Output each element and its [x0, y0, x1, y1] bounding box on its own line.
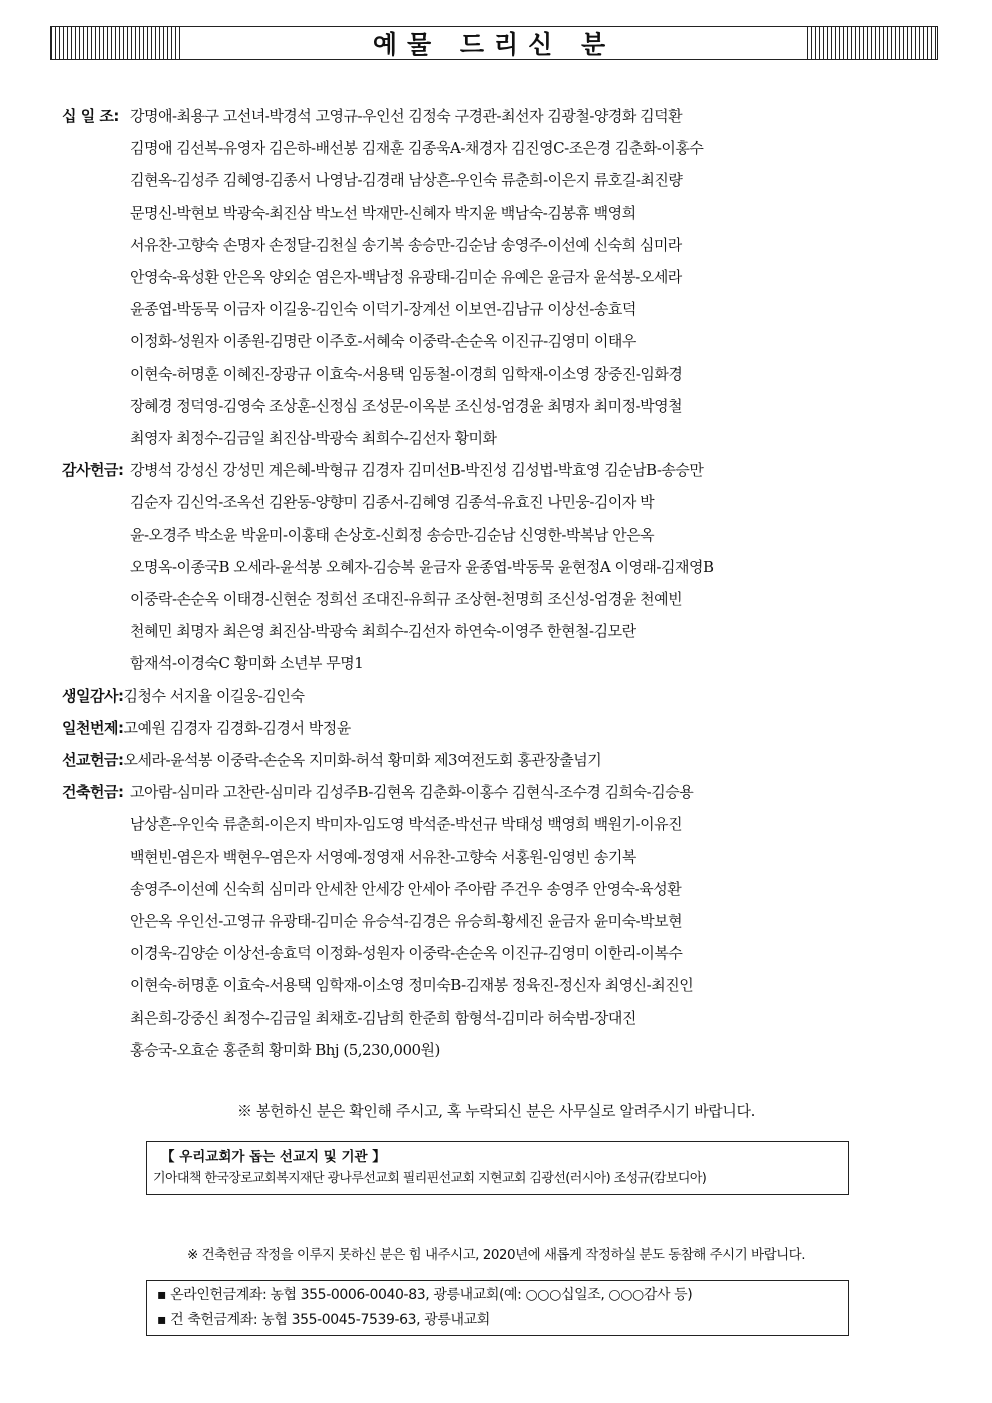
offering-group-label: 생일감사:: [62, 686, 124, 705]
names-line: 최영자 최정수-김금일 최진삼-박광숙 최희수-김선자 황미화: [130, 429, 497, 448]
offering-group-label: 감사헌금:: [62, 461, 124, 480]
offering-group-names: [123, 712, 942, 744]
page-title: 예물 드리신 분: [181, 27, 807, 59]
mission-support-box: [146, 1141, 849, 1195]
names-line: 서유찬-고향숙 손명자 손정달-김천실 송기복 송승만-김순남 송영주-이선예 신숙희 심미라: [130, 235, 682, 254]
offering-group-label: 선교헌금:: [62, 751, 124, 770]
building-account-line: ▪ 건 축헌금계좌: 농협 355-0045-7539-63, 광릉내교회: [157, 1312, 490, 1328]
mission-box-text: 기아대책 한국장로교회복지재단 광나루선교회 필리핀선교회 지현교회 김광선(러시아) 조성규(캄보디아): [153, 1171, 707, 1186]
title-stripes-left: [51, 27, 181, 59]
offering-group-names: [130, 454, 942, 679]
names-line: 최은희-강중신 최정수-김금일 최채호-김남희 한준희 함형석-김미라 허숙범-장대진: [130, 1008, 636, 1027]
offering-group: [62, 744, 942, 776]
names-line: 남상흔-우인숙 류춘희-이은지 박미자-임도영 박석준-박선규 박태성 백영희 백원기-이유진: [130, 815, 683, 834]
title-stripes-right: [807, 27, 937, 59]
confirmation-notice: ※ 봉헌하신 분은 확인해 주시고, 혹 누락되신 분은 사무실로 알려주시기 바랍니다.: [237, 1102, 755, 1120]
names-line: 강명애-최용구 고선녀-박경석 고영규-우인선 김정숙 구경관-최선자 김광철-양경화 김덕환: [130, 107, 683, 125]
offering-group-label: 건축헌금:: [62, 783, 124, 802]
names-line: 안은옥 우인선-고영규 유광태-김미순 유승석-김경은 유승희-황세진 윤금자 윤미숙-박보현: [130, 912, 683, 931]
names-line: 송영주-이선예 신숙희 심미라 안세찬 안세강 안세아 주아람 주건우 송영주 안영숙-육성환: [130, 879, 682, 898]
names-line: 함재석-이경숙C 황미화 소년부 무명1: [130, 654, 364, 673]
offering-group: [62, 680, 942, 712]
names-line: 이정화-성원자 이종원-김명란 이주호-서혜숙 이중락-손순옥 이진규-김영미 이태우: [130, 332, 636, 351]
names-line: 백현빈-염은자 백현우-염은자 서영예-정영재 서유찬-고향숙 서홍원-임영빈 송기복: [130, 847, 636, 866]
names-line: 오명옥-이종국B 오세라-윤석봉 오혜자-김승복 윤금자 윤종엽-박동묵 윤현정A 이영래-김재영B: [130, 557, 714, 576]
names-line: 이현숙-허명훈 이효숙-서용택 임학재-이소영 정미숙B-김재봉 정육진-정신자 최영신-최진인: [130, 976, 694, 995]
names-line: 김청수 서지율 이길웅-김인숙: [123, 686, 305, 705]
names-line: 안영숙-육성환 안은옥 양외순 염은자-백남정 유광태-김미순 유예은 윤금자 윤석봉-오세라: [130, 268, 682, 287]
offering-group-label: 십 일 조:: [62, 107, 119, 125]
building-fund-notice: ※ 건축헌금 작정을 이루지 못하신 분은 힘 내주시고, 2020년에 새롭게 작정하실 분도 동참해 주시기 바랍니다.: [186, 1247, 805, 1263]
offering-group-names: [123, 744, 942, 776]
offering-group: [62, 776, 942, 1066]
names-line: 고아람-심미라 고찬란-심미라 김성주B-김현옥 김춘화-이홍수 김현식-조수경 김희숙-김승용: [130, 783, 694, 802]
mission-box-title: 【 우리교회가 돕는 선교지 및 기관 】: [161, 1149, 386, 1165]
names-line: 고예원 김경자 김경화-김경서 박정윤: [123, 718, 351, 737]
offering-group: [62, 454, 942, 679]
names-line: 윤종엽-박동묵 이금자 이길웅-김인숙 이덕기-장계선 이보연-김남규 이상선-송효덕: [130, 300, 636, 319]
offering-lists: [62, 100, 942, 1066]
names-line: 윤-오경주 박소윤 박윤미-이홍태 손상호-신회정 송승만-김순남 신영한-박복남 안은옥: [130, 525, 655, 544]
names-line: 강병석 강성신 강성민 계은혜-박형규 김경자 김미선B-박진성 김성법-박효영 김순남B-송승만: [130, 461, 704, 480]
title-bar: [50, 26, 938, 60]
account-info-box: [146, 1280, 849, 1336]
names-line: 김순자 김신억-조옥선 김완동-양향미 김종서-김혜영 김종석-유효진 나민웅-김이자 박: [130, 493, 655, 512]
names-line: 홍승국-오효순 홍준희 황미화 Bhj (5,230,000원): [130, 1040, 440, 1059]
offering-group-names: [123, 680, 942, 712]
offering-group: [62, 712, 942, 744]
names-line: 문명신-박현보 박광숙-최진삼 박노선 박재만-신혜자 박지윤 백남숙-김봉휴 백영희: [130, 203, 636, 222]
names-line: 오세라-윤석봉 이중락-손순옥 지미화-허석 황미화 제3여전도회 홍관장출넘기: [123, 751, 602, 770]
names-line: 장혜경 정덕영-김영숙 조상훈-신정심 조성문-이옥분 조신성-엄경윤 최명자 최미정-박영철: [130, 396, 683, 415]
online-account-line: ▪ 온라인헌금계좌: 농협 355-0006-0040-83, 광릉내교회(예: ○○○십일조, ○○○감사 등): [157, 1287, 693, 1303]
names-line: 이중락-손순옥 이태경-신현순 정희선 조대진-유희규 조상현-천명희 조신성-엄경윤 천예빈: [130, 590, 683, 609]
names-line: 김현옥-김성주 김혜영-김종서 나영남-김경래 남상흔-우인숙 류춘희-이은지 류호길-최진량: [130, 171, 683, 190]
offering-group-label: 일천번제:: [62, 718, 124, 737]
names-line: 천혜민 최명자 최은영 최진삼-박광숙 최희수-김선자 하연숙-이영주 한현철-김모란: [130, 622, 636, 641]
offering-group-names: [130, 100, 942, 454]
names-line: 이현숙-허명훈 이혜진-장광규 이효숙-서용택 임동철-이경희 임학재-이소영 장중진-임화경: [130, 364, 683, 383]
offering-group-names: [130, 776, 942, 1066]
names-line: 이경욱-김양순 이상선-송효덕 이정화-성원자 이중락-손순옥 이진규-김영미 이한리-이복수: [130, 944, 683, 963]
names-line: 김명애 김선복-유영자 김은하-배선봉 김재훈 김종욱A-채경자 김진영C-조은경 김춘화-이홍수: [130, 139, 704, 158]
offering-group: [62, 100, 942, 454]
